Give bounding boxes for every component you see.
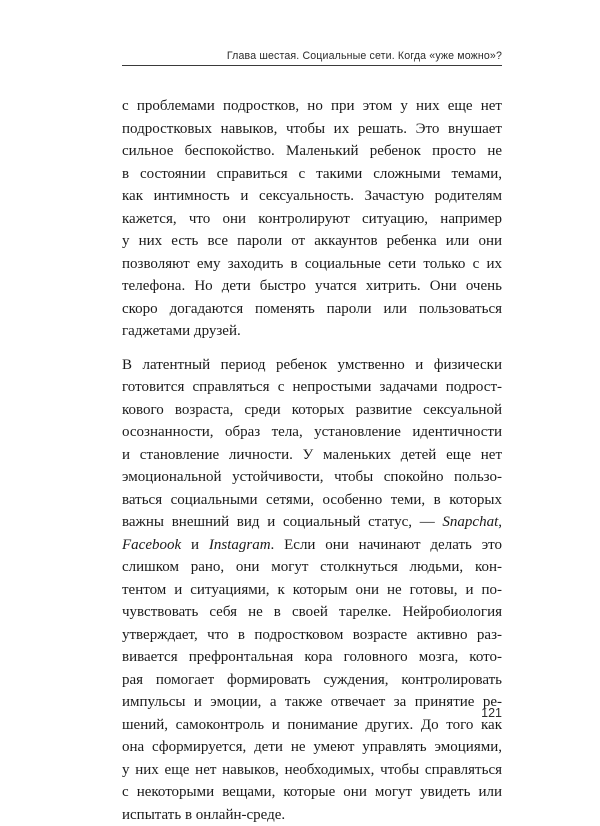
italic-text: Snapchat <box>442 514 498 530</box>
text-line <box>122 118 502 141</box>
text-line <box>122 444 502 467</box>
text-run: подростковых навыков, чтобы их решать. Это внушает <box>122 121 502 137</box>
body-text <box>122 95 502 826</box>
text-run: рая помогает формировать суждения, контролировать <box>122 672 502 688</box>
text-line <box>122 534 502 557</box>
text-run: скоро догадаются поменять пароли или пользоваться <box>122 301 502 317</box>
text-line <box>122 354 502 377</box>
text-run: утверждает, что в подростковом возрасте активно раз- <box>122 627 502 643</box>
text-run: сильное беспокойство. Маленький ребенок просто не <box>122 143 502 159</box>
text-run: шений, самоконтроль и понимание других. До того как <box>122 717 502 733</box>
text-line <box>122 759 502 782</box>
text-line <box>122 489 502 512</box>
text-run: , <box>498 514 502 530</box>
text-line <box>122 511 502 534</box>
running-header-title: Глава шестая. Социальные сети. Когда «уже можно»? <box>227 50 502 62</box>
text-run: у них есть все пароли от аккаунтов ребенка или они <box>122 233 502 249</box>
text-run: эмоциональной устойчивости, чтобы спокойно пользо- <box>122 469 502 485</box>
text-line <box>122 624 502 647</box>
text-line <box>122 253 502 276</box>
text-line <box>122 669 502 692</box>
text-line <box>122 804 502 826</box>
text-run: как интимность и сексуальность. Зачастую родителям <box>122 188 502 204</box>
text-line <box>122 140 502 163</box>
text-line <box>122 376 502 399</box>
text-run: и <box>181 537 209 553</box>
text-run: в состоянии справиться с такими сложными темами, <box>122 166 502 182</box>
text-run: осознанности, образ тела, установление идентичности <box>122 424 502 440</box>
text-run: кового возраста, среди которых развитие сексуальной <box>122 402 502 418</box>
italic-text: Facebook <box>122 537 181 553</box>
text-line <box>122 421 502 444</box>
page-number: 121 <box>481 706 502 720</box>
text-run: В латентный период ребенок умственно и физически <box>122 357 502 373</box>
text-line <box>122 781 502 804</box>
text-run: вивается префронтальная кора головного мозга, кото- <box>122 649 502 665</box>
header-divider <box>122 65 502 66</box>
text-run: у них еще нет навыков, необходимых, чтобы справляться <box>122 762 502 778</box>
text-line <box>122 95 502 118</box>
text-line <box>122 466 502 489</box>
text-line <box>122 691 502 714</box>
italic-text: Instagram <box>209 537 271 553</box>
text-line <box>122 556 502 579</box>
text-line <box>122 275 502 298</box>
text-line <box>122 579 502 602</box>
text-run: позволяют ему заходить в социальные сети только с их <box>122 256 502 272</box>
paragraph <box>122 95 502 343</box>
text-run: импульсы и эмоции, а также отвечает за принятие ре- <box>122 694 502 710</box>
text-run: чувствовать себя не в своей тарелке. Нейробиология <box>122 604 502 620</box>
text-line <box>122 320 502 343</box>
text-run: ваться социальными сетями, особенно теми, в которых <box>122 492 502 508</box>
text-line <box>122 736 502 759</box>
text-run: она сформируется, дети не умеют управлять эмоциями, <box>122 739 502 755</box>
text-run: и становление личности. У маленьких детей еще нет <box>122 447 502 463</box>
text-line <box>122 298 502 321</box>
text-run: гаджетами друзей. <box>122 323 241 339</box>
text-line <box>122 230 502 253</box>
text-run: испытать в онлайн-среде. <box>122 807 285 823</box>
text-run: готовится справляться с непростыми задачами подрост- <box>122 379 502 395</box>
text-run: тентом и ситуациями, к которым они не готовы, и по- <box>122 582 502 598</box>
text-line <box>122 163 502 186</box>
text-line <box>122 399 502 422</box>
paragraph <box>122 354 502 826</box>
text-run: . Если они начинают делать это <box>271 537 502 553</box>
running-header <box>122 50 502 64</box>
text-run: телефона. Но дети быстро учатся хитрить. Они очень <box>122 278 502 294</box>
text-line <box>122 714 502 737</box>
text-run: с некоторыми вещами, которые они могут увидеть или <box>122 784 502 800</box>
text-run: важны внешний вид и социальный статус, — <box>122 514 442 530</box>
text-line <box>122 185 502 208</box>
text-line <box>122 601 502 624</box>
text-run: слишком рано, они могут столкнуться людьми, кон- <box>122 559 502 575</box>
text-line <box>122 208 502 231</box>
text-run: кажется, что они контролируют ситуацию, например <box>122 211 502 227</box>
text-run: с проблемами подростков, но при этом у них еще нет <box>122 98 502 114</box>
text-line <box>122 646 502 669</box>
